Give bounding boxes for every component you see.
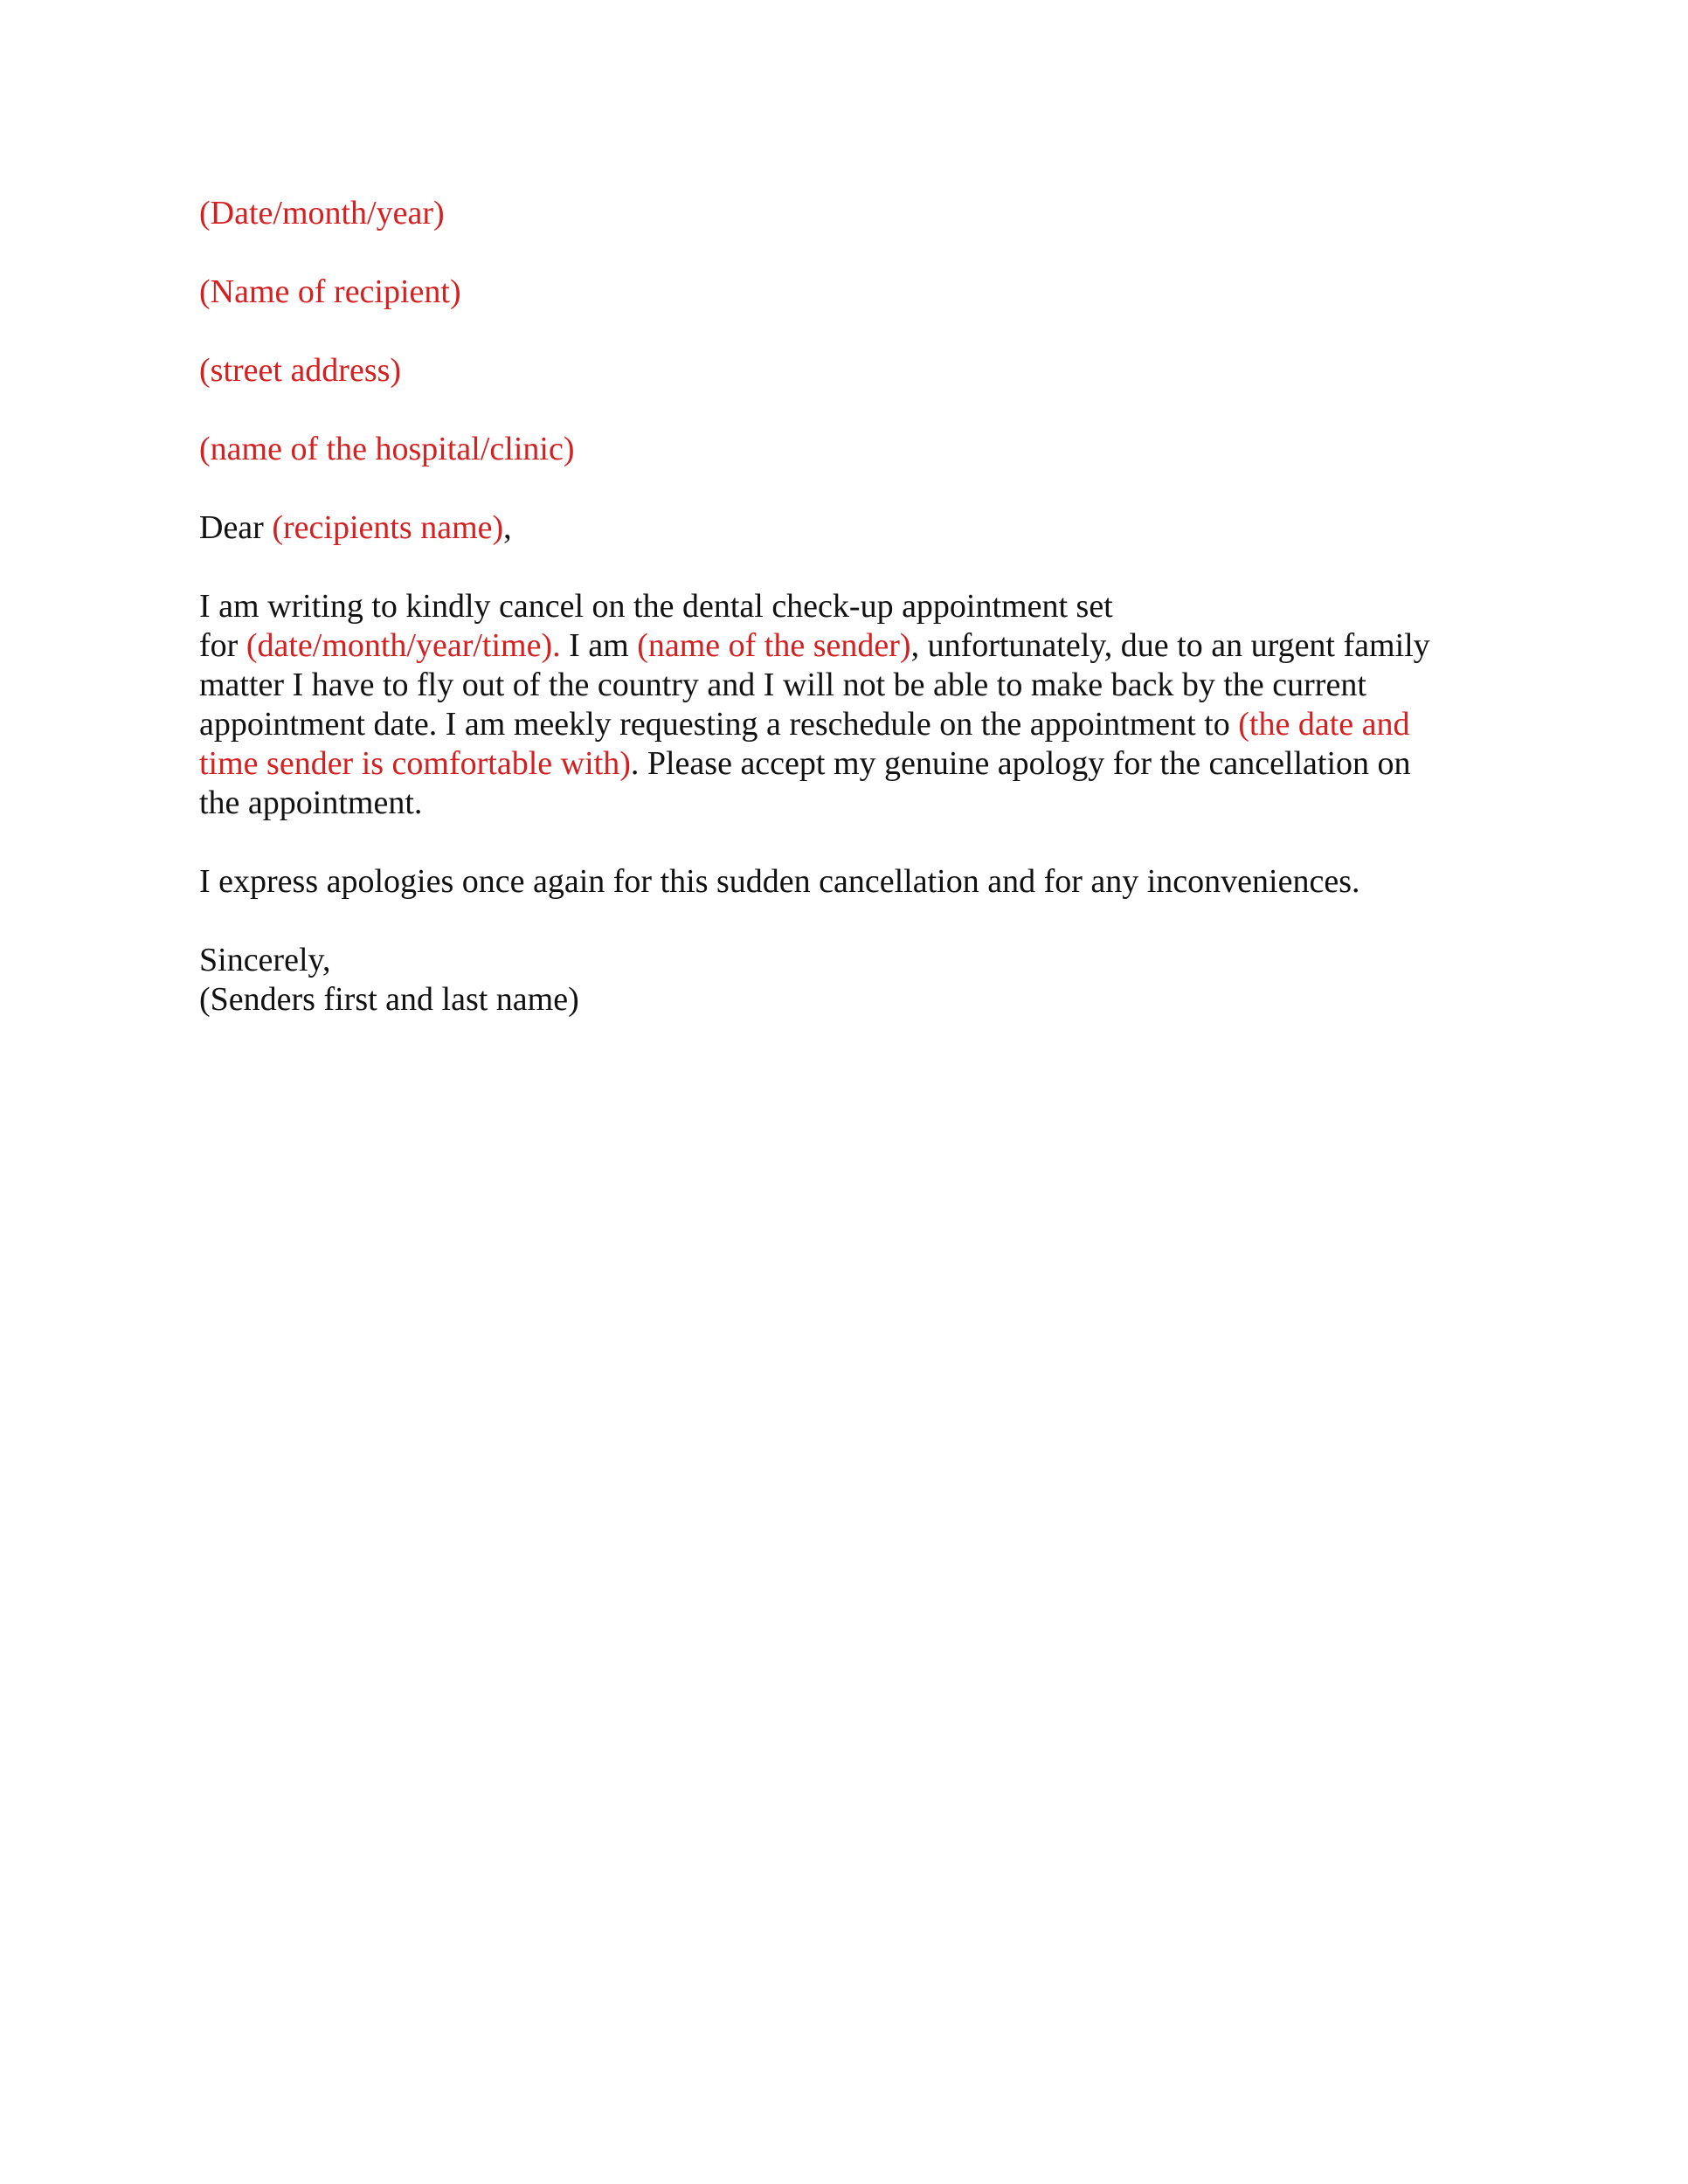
letter-body [199, 194, 1562, 1019]
street-address-placeholder: (street address) [199, 352, 402, 389]
paragraph-main-line-5 [199, 744, 1562, 784]
salutation-comma: , [503, 509, 512, 546]
preferred-date-placeholder-part-1: (the date and [1238, 706, 1410, 743]
paragraph-main-line-4 [199, 705, 1562, 744]
text-i-am: I am [560, 627, 638, 664]
text-reschedule-request: appointment date. I am meekly requesting a reschedule on the appointment to [199, 706, 1239, 743]
salutation-recipient-placeholder: (recipients name) [272, 509, 504, 546]
paragraph-main [199, 587, 1562, 823]
paragraph-apology: I express apologies once again for this sudden cancellation and for any inconveniences. [199, 863, 1360, 900]
paragraph-main-line-1: I am writing to kindly cancel on the dental check-up appointment set [199, 588, 1113, 625]
paragraph-main-line-6: the appointment. [199, 784, 423, 821]
paragraph-main-line-3: matter I have to fly out of the country and I will not be able to make back by the current [199, 667, 1366, 703]
text-apology: . Please accept my genuine apology for the cancellation on [630, 745, 1411, 782]
salutation [199, 508, 1562, 548]
hospital-name-placeholder: (name of the hospital/clinic) [199, 431, 575, 467]
recipient-name-placeholder: (Name of recipient) [199, 273, 461, 310]
paragraph-main-line-2 [199, 626, 1562, 666]
text-for: for [199, 627, 246, 664]
sender-name-placeholder: (name of the sender) [637, 627, 911, 664]
salutation-dear: Dear [199, 509, 273, 546]
signature-placeholder: (Senders first and last name) [199, 981, 579, 1018]
text-unfortunately: , unfortunately, due to an urgent family [910, 627, 1430, 664]
date-placeholder: (Date/month/year) [199, 195, 445, 232]
appointment-date-placeholder: (date/month/year/time). [246, 627, 561, 664]
closing-sincerely: Sincerely, [199, 942, 331, 978]
preferred-date-placeholder-part-2: time sender is comfortable with) [199, 745, 631, 782]
